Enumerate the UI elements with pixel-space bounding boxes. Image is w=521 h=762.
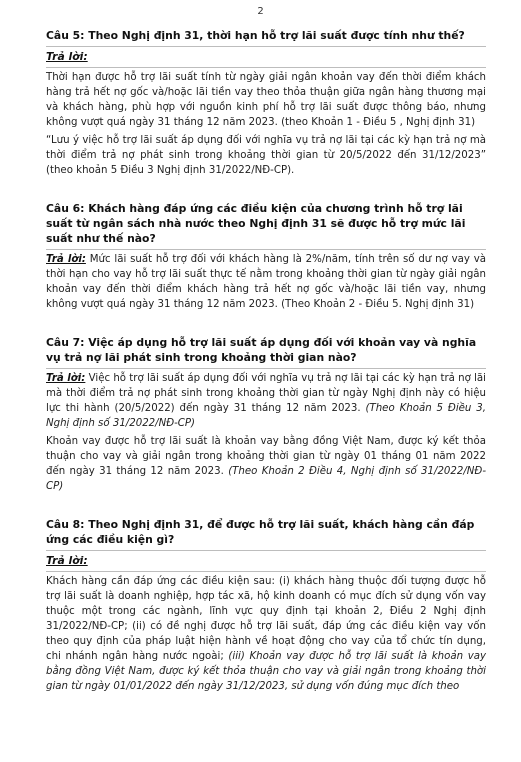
question-5-section (46, 28, 486, 178)
answer-text: Mức lãi suất hỗ trợ đối với khách hàng là 2%/năm, tính trên số dư nợ vay và thời hạn cho vay hỗ trợ lãi suất thực tế nằm trong khoảng thời gian từ ngày giải ngân khoản vay đến thời điểm khách hàng trả hết nợ gốc và/hoặc lãi tiền vay, nhưng không vượt quá ngày 31 tháng 12 năm 2023. (Theo Khoản 2 - Điều 5. Nghị định 31) (46, 254, 486, 310)
question-6-section (46, 201, 486, 312)
answer-text: Khách hàng cần đáp ứng các điều kiện sau: (i) khách hàng thuộc đối tượng được hỗ trợ lãi suất là doanh nghiệp, hợp tác xã, hộ kinh doanh có mục đích sử dụng vốn vay thuộc một trong các ngành, lĩnh vực quy định tại khoản 2, Điều 2 Nghị định 31/2022/NĐ-CP; (ii) có đề nghị được hỗ trợ lãi suất, đáp ứng các điều kiện vay vốn theo quy định của pháp luật hiện hành về hoạt động cho vay của tổ chức tín dụng, chi nhánh ngân hàng nước ngoài; (46, 576, 486, 662)
question-8-section (46, 517, 486, 694)
legal-reference: (Theo Khoản 2 Điều 4, Nghị định số 31/2022/NĐ-CP) (46, 466, 486, 492)
answer-text-italic: (iii) Khoản vay được hỗ trợ lãi suất là khoản vay bằng đồng Việt Nam, được ký kết thỏa thuận cho vay và giải ngân trong khoảng thời gian từ ngày 01/01/2022 đến ngày 31/12/2023, sử dụng vốn đúng mục đích theo (46, 651, 487, 692)
answer-label: Trả lời: (46, 50, 88, 63)
divider (46, 249, 486, 250)
page-number: 2 (257, 6, 264, 17)
divider (46, 67, 486, 68)
answer-paragraph (46, 252, 486, 312)
question-7-title: Câu 7: Việc áp dụng hỗ trợ lãi suất áp dụng đối với khoản vay và nghĩa vụ trả nợ lãi phát sinh trong khoảng thời gian nào? (46, 336, 477, 364)
answer-paragraph: “Lưu ý việc hỗ trợ lãi suất áp dụng đối với nghĩa vụ trả nợ lãi tại các kỳ hạn trả nợ mà thời điểm trả nợ phát sinh trong khoảng thời gian từ 20/5/2022 đến 31/12/2023” (theo khoản 5 Điều 3 Nghị định 31/2022/NĐ-CP). (46, 135, 486, 176)
answer-paragraph: Thời hạn được hỗ trợ lãi suất tính từ ngày giải ngân khoản vay đến thời điểm khách hàng trả hết nợ gốc và/hoặc lãi tiền vay theo thỏa thuận giữa ngân hàng thương mại và khách hàng, phù hợp với nguồn kinh phí hỗ trợ lãi suất được thông báo, nhưng không vượt quá ngày 31 tháng 12 năm 2023. (theo Khoản 1 - Điều 5 , Nghị định 31) (46, 72, 486, 128)
divider (46, 550, 486, 551)
document-body (46, 28, 486, 697)
divider (46, 571, 486, 572)
answer-text: Việc hỗ trợ lãi suất áp dụng đối với nghĩa vụ trả nợ lãi tại các kỳ hạn trả nợ lãi mà thời điểm trả nợ phát sinh trong khoảng thời gian từ ngày Nghị định này có hiệu lực thi hành (20/5/2022) đến ngày 31 tháng 12 năm 2023. (46, 373, 486, 414)
legal-reference: (Theo Khoản 5 Điều 3, Nghị định số 31/2022/NĐ-CP) (46, 403, 486, 429)
answer-label: Trả lời: (46, 554, 88, 567)
answer-label: Trả lời: (46, 373, 86, 384)
question-6-title: Câu 6: Khách hàng đáp ứng các điều kiện của chương trình hỗ trợ lãi suất từ ngân sách nhà nước theo Nghị định 31 sẽ được hỗ trợ mức lãi suất như thế nào? (46, 202, 466, 245)
answer-paragraph (46, 371, 486, 431)
divider (46, 46, 486, 47)
divider (46, 368, 486, 369)
answer-paragraph (46, 434, 486, 494)
question-7-section (46, 335, 486, 494)
answer-paragraph (46, 574, 486, 694)
answer-text: Khoản vay được hỗ trợ lãi suất là khoản vay bằng đồng Việt Nam, được ký kết thỏa thuận cho vay và giải ngân trong khoảng thời gian từ ngày 01 tháng 01 năm 2022 đến ngày 31 tháng 12 năm 2023. (46, 436, 486, 477)
answer-label: Trả lời: (46, 254, 86, 265)
question-8-title: Câu 8: Theo Nghị định 31, để được hỗ trợ lãi suất, khách hàng cần đáp ứng các điều kiện gì? (46, 518, 475, 546)
question-5-title: Câu 5: Theo Nghị định 31, thời hạn hỗ trợ lãi suất được tính như thế? (46, 29, 465, 42)
